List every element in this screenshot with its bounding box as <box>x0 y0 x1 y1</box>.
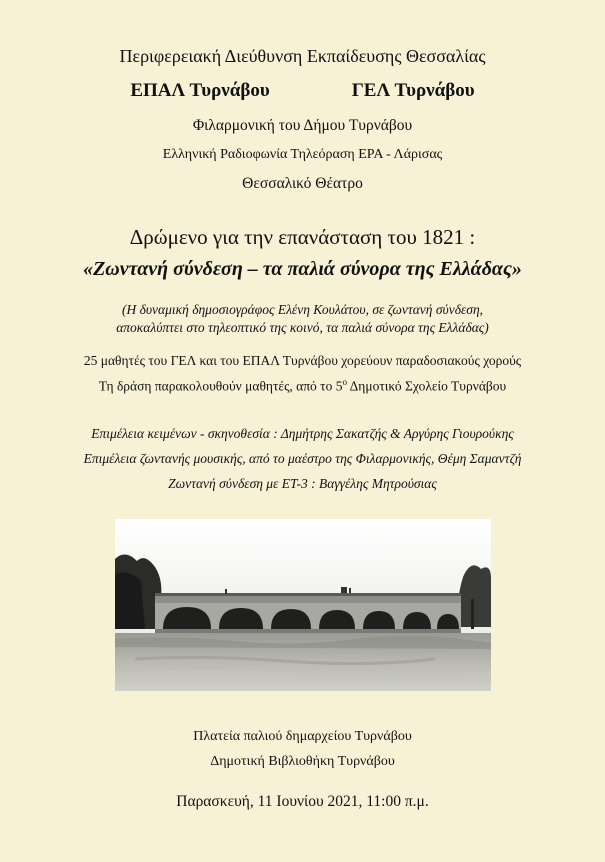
audience-prefix: Τη δράση παρακολουθούν μαθητές, από το 5 <box>98 378 343 394</box>
event-heading: Δρώμενο για την επανάσταση του 1821 : <box>129 225 476 249</box>
school-gel: ΓΕΛ Τυρνάβου <box>351 80 475 101</box>
partner-philharmonic: Φιλαρμονική του Δήμου Τυρνάβου <box>192 117 413 134</box>
event-description-line-1: (Η δυναμική δημοσιογράφος Ελένη Κουλάτου, σε ζωντανή σύνδεση, <box>121 302 484 317</box>
credits-direction: Επιμέλεια κειμένων - σκηνοθεσία : Δημήτρης Σακατζής & Αργύρης Γιουρούκης <box>91 426 514 441</box>
partner-ert: Ελληνική Ραδιοφωνία Τηλεόραση ΕΡΑ - Λάρισας <box>162 147 443 162</box>
venue-line-1: Πλατεία παλιού δημαρχείου Τυρνάβου <box>193 729 412 744</box>
school-epal: ΕΠΑΛ Τυρνάβου <box>130 80 270 101</box>
venue-line-2: Δημοτική Βιβλιοθήκη Τυρνάβου <box>210 754 395 769</box>
audience-suffix: Δημοτικό Σχολείο Τυρνάβου <box>346 378 507 394</box>
authority-line: Περιφερειακή Διεύθυνση Εκπαίδευσης Θεσσαλίας <box>119 46 486 66</box>
ordinal-superscript: ο <box>342 377 347 387</box>
credits-live-link: Ζωντανή σύνδεση με ΕΤ-3 : Βαγγέλης Μητρούσιας <box>168 476 437 491</box>
partner-theatre: Θεσσαλικό Θέατρο <box>242 175 363 192</box>
students-line: 25 μαθητές του ΓΕΛ και του ΕΠΑΛ Τυρνάβου χορεύουν παραδοσιακούς χορούς <box>83 353 522 368</box>
event-title: «Ζωντανή σύνδεση – τα παλιά σύνορα της Ελλάδας» <box>83 258 522 280</box>
event-datetime: Παρασκευή, 11 Ιουνίου 2021, 11:00 π.μ. <box>176 793 429 810</box>
old-stone-arch-bridge-photo <box>115 519 491 691</box>
audience-line <box>0 377 605 395</box>
event-description-line-2: αποκαλύπτει στο τηλεοπτικό της κοινό, τα παλιά σύνορα της Ελλάδας) <box>116 320 489 335</box>
credits-music: Επιμέλεια ζωντανής μουσικής, από το μαέστρο της Φιλαρμονικής, Θέμη Σαμαντζή <box>83 451 522 466</box>
schools-line <box>0 80 605 102</box>
